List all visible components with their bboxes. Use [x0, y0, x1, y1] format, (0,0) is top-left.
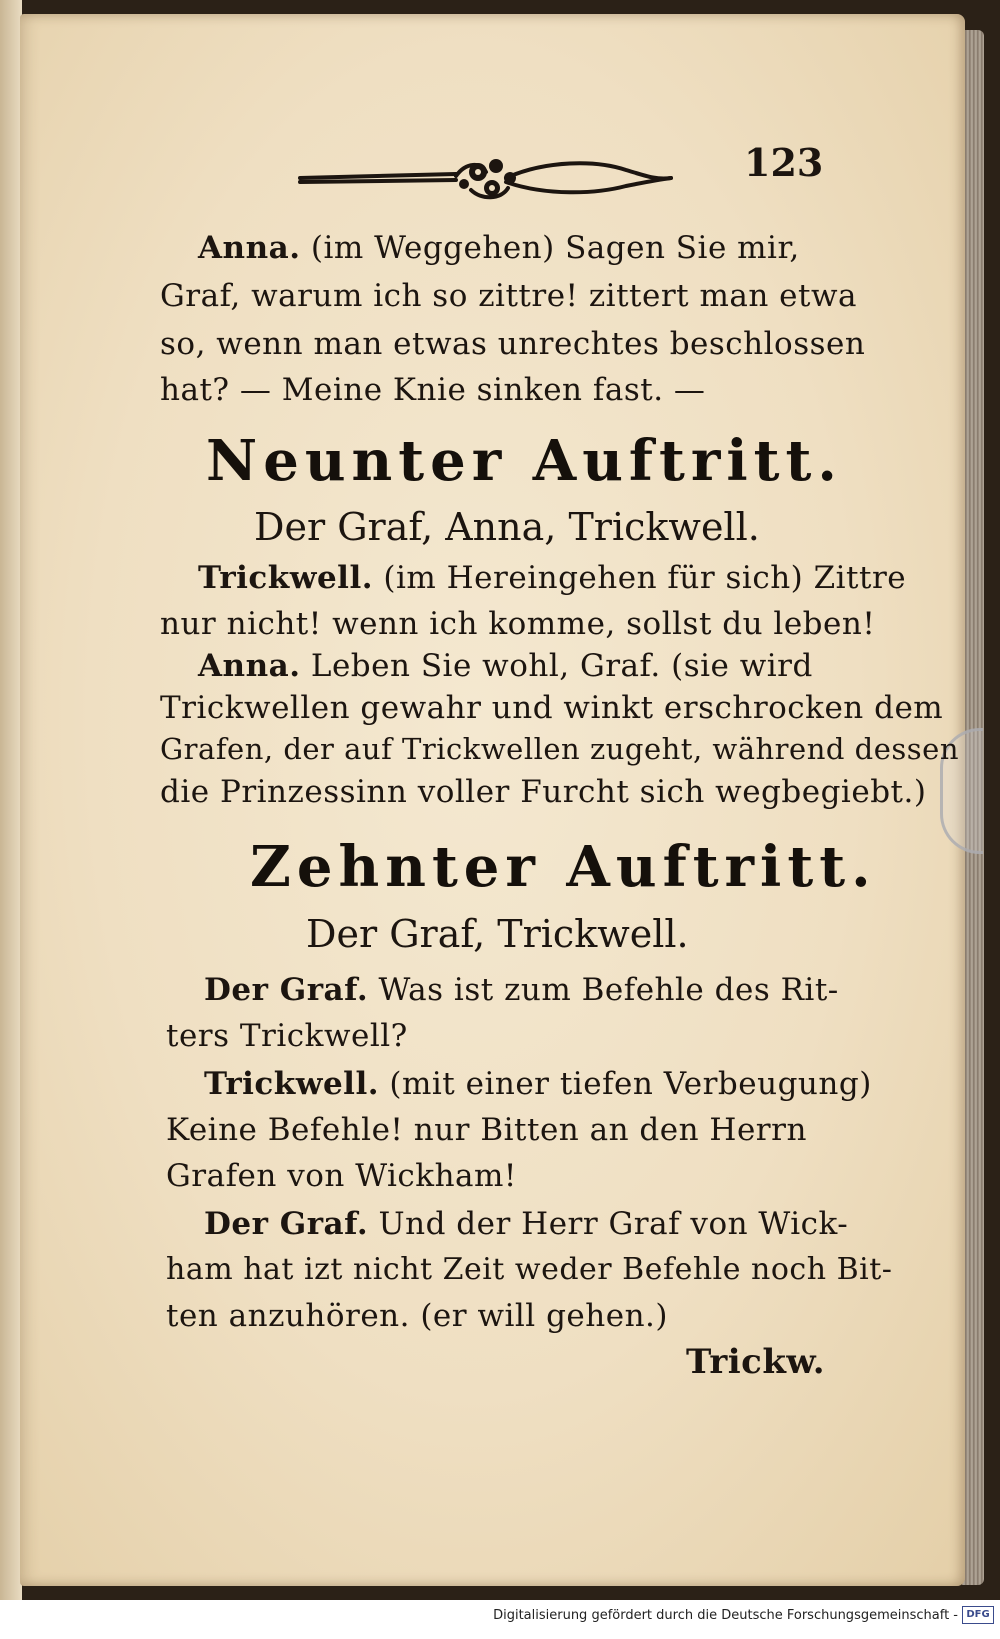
text-line: ters Trickwell?	[166, 1018, 408, 1054]
dfg-logo: DFG	[962, 1606, 994, 1624]
stage-text: (im Weggehen) Sagen Sie mir,	[310, 230, 800, 266]
text-line: ten anzuhören. (er will gehen.)	[166, 1298, 668, 1334]
catchword: Trickw.	[686, 1342, 826, 1382]
speaker-name: Anna.	[198, 230, 301, 266]
stage-text: (im Hereingehen für sich) Zittre	[383, 560, 907, 596]
text-line	[204, 972, 839, 1008]
facing-page-edge	[0, 0, 22, 1600]
speaker-name: Der Graf.	[204, 972, 369, 1008]
scene-heading: Zehnter Auftritt.	[250, 834, 877, 900]
cast-list: Der Graf, Trickwell.	[306, 912, 689, 956]
stage-text: (mit einer tiefen Verbeugung)	[389, 1066, 872, 1102]
text-line: Trickwellen gewahr und winkt erschrocken dem	[160, 690, 944, 726]
text-line: Grafen von Wickham!	[166, 1158, 517, 1194]
speaker-name: Trickwell.	[204, 1066, 380, 1102]
stage-text: Was ist zum Befehle des Rit-	[378, 972, 839, 1008]
scene-heading: Neunter Auftritt.	[206, 428, 843, 494]
speaker-name: Trickwell.	[198, 560, 374, 596]
text-line: ham hat izt nicht Zeit weder Befehle noch Bit-	[166, 1252, 893, 1287]
cast-list: Der Graf, Anna, Trickwell.	[254, 505, 760, 549]
text-line: so, wenn man etwas unrechtes beschlossen	[160, 326, 866, 362]
text-line	[198, 230, 800, 266]
page-number: 123	[744, 140, 824, 185]
speaker-name: Anna.	[198, 648, 301, 684]
text-line	[198, 560, 907, 596]
speaker-name: Der Graf.	[204, 1206, 369, 1242]
funding-credit: Digitalisierung gefördert durch die Deutsche Forschungsgemeinschaft -	[493, 1608, 958, 1623]
stage-text: Leben Sie wohl, Graf. (sie wird	[310, 648, 813, 684]
text-line	[198, 648, 813, 684]
text-line: Keine Befehle! nur Bitten an den Herrn	[166, 1112, 807, 1148]
text-line: Graf, warum ich so zittre! zittert man etwa	[160, 278, 858, 314]
footer-bar	[0, 1600, 1000, 1639]
text-line	[204, 1206, 849, 1242]
ornament-vignette	[296, 150, 676, 206]
text-line: Grafen, der auf Trickwellen zugeht, während dessen	[160, 732, 959, 766]
text-line: die Prinzessinn voller Furcht sich wegbegiebt.)	[160, 774, 927, 810]
stage-text: Und der Herr Graf von Wick-	[378, 1206, 849, 1242]
text-line: nur nicht! wenn ich komme, sollst du leben!	[160, 606, 876, 642]
text-line: hat? — Meine Knie sinken fast. —	[160, 372, 706, 408]
text-line	[204, 1066, 872, 1102]
